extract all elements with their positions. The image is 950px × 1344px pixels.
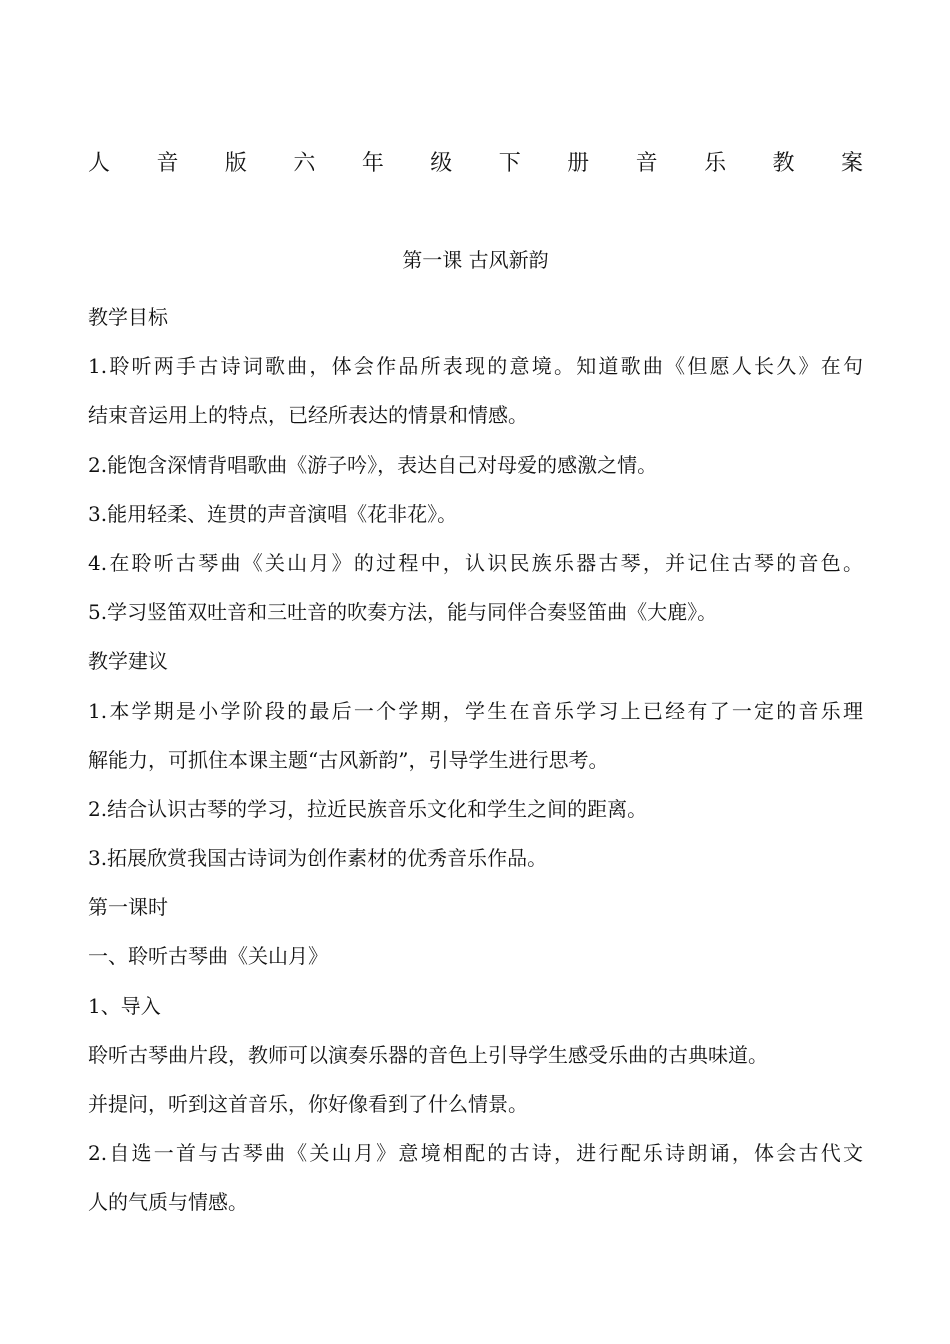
title-char: 下	[498, 151, 521, 176]
text-line: 2.能饱含深情背唱歌曲《游子吟》，表达自己对母爱的感激之情。	[88, 452, 658, 477]
text-line: 一、聆听古琴曲《关山月》	[88, 944, 328, 969]
text-line: 1.聆听两手古诗词歌曲，体会作品所表现的意境。知道歌曲《但愿人长久》在句	[88, 354, 863, 379]
lesson-title: 第一课 古风新韵	[402, 248, 549, 272]
text-line: 3.拓展欣赏我国古诗词为创作素材的优秀音乐作品。	[88, 846, 548, 871]
text-line: 1.本学期是小学阶段的最后一个学期，学生在音乐学习上已经有了一定的音乐理	[88, 698, 863, 723]
title-char: 六	[293, 151, 316, 176]
text-line: 5.学习竖笛双吐音和三吐音的吹奏方法，能与同伴合奏竖笛曲《大鹿》。	[88, 600, 718, 625]
title-char: 案	[840, 151, 863, 176]
title-char: 年	[361, 151, 384, 176]
text-line: 2.自选一首与古琴曲《关山月》意境相配的古诗，进行配乐诗朗诵，体会古代文	[88, 1141, 863, 1166]
text-line: 教学建议	[88, 649, 168, 674]
title-char: 音	[156, 151, 179, 176]
text-line: 并提问，听到这首音乐，你好像看到了什么情景。	[88, 1092, 528, 1116]
title-char: 人	[88, 151, 111, 176]
text-line: 2.结合认识古琴的学习，拉近民族音乐文化和学生之间的距离。	[88, 796, 648, 821]
title-char: 版	[224, 151, 247, 176]
title-char: 册	[567, 151, 590, 176]
document-page	[88, 0, 863, 1344]
document-body	[88, 293, 863, 1228]
document-title	[88, 146, 863, 182]
text-line: 1、导入	[88, 993, 161, 1018]
title-char: 乐	[704, 151, 727, 176]
text-line: 人的气质与情感。	[88, 1190, 248, 1215]
title-char: 级	[430, 151, 453, 176]
text-line: 4.在聆听古琴曲《关山月》的过程中，认识民族乐器古琴，并记住古琴的音色。	[88, 550, 863, 575]
text-line: 第一课时	[88, 895, 168, 920]
text-line: 解能力，可抓住本课主题“古风新韵”，引导学生进行思考。	[88, 747, 609, 772]
title-char: 教	[772, 151, 795, 176]
text-line: 3.能用轻柔、连贯的声音演唱《花非花》。	[88, 501, 458, 526]
text-line: 结束音运用上的特点，已经所表达的情景和情感。	[88, 403, 528, 428]
text-line: 聆听古琴曲片段，教师可以演奏乐器的音色上引导学生感受乐曲的古典味道。	[88, 1042, 768, 1067]
text-line: 教学目标	[88, 305, 168, 329]
title-char: 音	[635, 151, 658, 176]
